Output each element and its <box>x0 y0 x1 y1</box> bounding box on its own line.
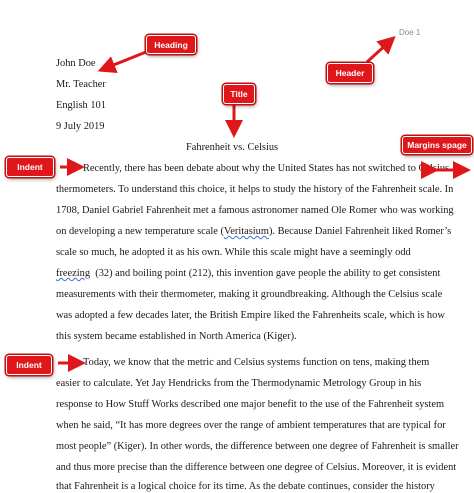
para1-line: thermometers. To understand this choice, it helps to study the history of the Fahrenheit scale. In <box>56 184 454 195</box>
callout-margins: Margins spage <box>402 136 472 154</box>
para2-line: that Fahrenheit is a logical choice for its time. As the debate continues, consider the history <box>56 481 435 492</box>
heading-author: John Doe <box>56 58 96 69</box>
callout-title: Title <box>223 84 255 104</box>
para1-line: Recently, there has been debate about why the United States has not switched to Celsius <box>83 163 450 174</box>
para1-line: scale so much, he adopted it as his own. While this scale might have a seemingly odd <box>56 247 411 258</box>
text-segment: on developing a new temperature scale ( <box>56 226 224 237</box>
callout-header: Header <box>327 63 373 83</box>
callout-indent: Indent <box>6 157 54 177</box>
heading-course: English 101 <box>56 100 106 111</box>
para2-line: easier to calculate. Yet Jay Hendricks from the Thermodynamic Metrology Group in his <box>56 378 422 389</box>
para1-line: this system became established in North America (Kiger). <box>56 331 297 342</box>
callout-heading: Heading <box>146 35 196 54</box>
callout-indent: Indent <box>6 355 52 375</box>
para1-line: measurements with their thermometer, making it groundbreaking. Although the Celsius scale <box>56 289 443 300</box>
heading-date: 9 July 2019 <box>56 121 105 132</box>
para2-line: most people” (Kiger). In other words, the difference between one degree of Fahrenheit is smaller <box>56 441 459 452</box>
running-head: Doe 1 <box>399 28 421 37</box>
essay-title: Fahrenheit vs. Celsius <box>186 142 279 153</box>
text-segment: (32) and boiling point (212), this invention gave people the ability to get consistent <box>90 268 441 279</box>
arrow-header <box>367 42 389 62</box>
para2-line: when he said, “It has more degrees over the range of ambient temperatures that are typical for <box>56 420 446 431</box>
para1-line: 1708, Daniel Gabriel Fahrenheit met a famous astronomer named Ole Romer who was working <box>56 205 454 216</box>
para1-line <box>56 226 451 238</box>
para2-line: response to How Stuff Works described one major benefit to the use of the Fahrenheit system <box>56 399 445 410</box>
para2-line: and thus more precise than the difference between one degree of Celsius. Moreover, it is evident <box>56 462 457 473</box>
heading-instructor: Mr. Teacher <box>56 79 106 90</box>
text-segment: ). Because Daniel Fahrenheit liked Romer’s <box>268 226 452 237</box>
spellcheck-word[interactable]: Veritasium <box>223 226 269 237</box>
spellcheck-word[interactable]: freezing <box>56 268 91 279</box>
para1-line: was adopted a few decades later, the British Empire liked the Fahrenheits scale, which is how <box>56 310 445 321</box>
para1-line <box>56 268 440 280</box>
arrow-heading <box>106 52 146 68</box>
para2-line: Today, we know that the metric and Celsius systems function on tens, making them <box>83 357 430 368</box>
